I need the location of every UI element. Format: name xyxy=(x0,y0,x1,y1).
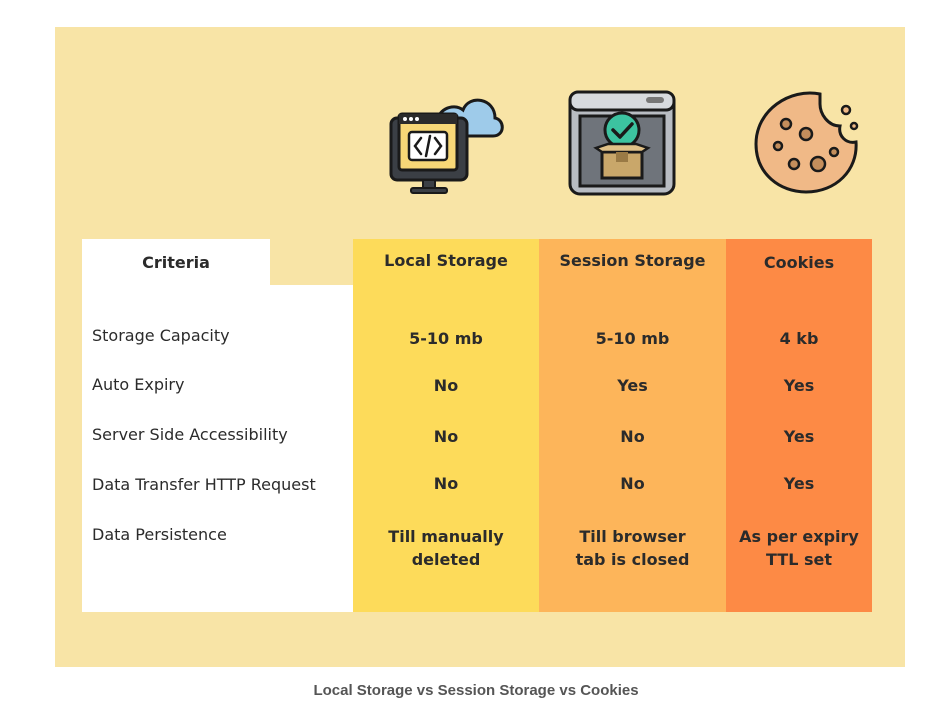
cell-cookies-auto-expiry: Yes xyxy=(783,376,815,395)
code-cloud-icon xyxy=(385,80,505,200)
header-local-storage: Local Storage xyxy=(384,251,508,270)
cell-session-storage-capacity: 5-10 mb xyxy=(595,329,670,348)
cell-cookies-persistence: As per expiry TTL set xyxy=(739,527,859,569)
cell-session-persistence: Till browser tab is closed xyxy=(575,527,690,569)
cell-local-auto-expiry: No xyxy=(433,376,459,395)
cell-cookies-http-transfer: Yes xyxy=(783,474,815,493)
cell-local-server-access: No xyxy=(433,427,459,446)
cell-local-http-transfer: No xyxy=(433,474,459,493)
cookie-icon xyxy=(750,88,862,196)
cell-local-storage-capacity: 5-10 mb xyxy=(409,329,483,348)
caption: Local Storage vs Session Storage vs Cookies xyxy=(313,682,639,699)
cell-cookies-server-access: Yes xyxy=(783,427,815,446)
cell-session-http-transfer: No xyxy=(620,474,645,493)
row-label-data-transfer-http-request: Data Transfer HTTP Request xyxy=(92,475,316,494)
row-label-auto-expiry: Auto Expiry xyxy=(92,375,185,394)
row-label-data-persistence: Data Persistence xyxy=(92,525,227,544)
row-label-server-side-accessibility: Server Side Accessibility xyxy=(92,425,288,444)
cell-session-auto-expiry: Yes xyxy=(617,376,648,395)
header-cookies: Cookies xyxy=(763,253,835,272)
header-session-storage: Session Storage xyxy=(559,251,706,270)
criteria-header: Criteria xyxy=(142,253,210,272)
cell-session-server-access: No xyxy=(620,427,645,446)
cell-cookies-capacity: 4 kb xyxy=(779,329,819,348)
row-label-storage-capacity: Storage Capacity xyxy=(92,326,230,345)
cell-local-persistence: Till manually deleted xyxy=(388,527,504,569)
browser-check-icon xyxy=(566,88,678,198)
